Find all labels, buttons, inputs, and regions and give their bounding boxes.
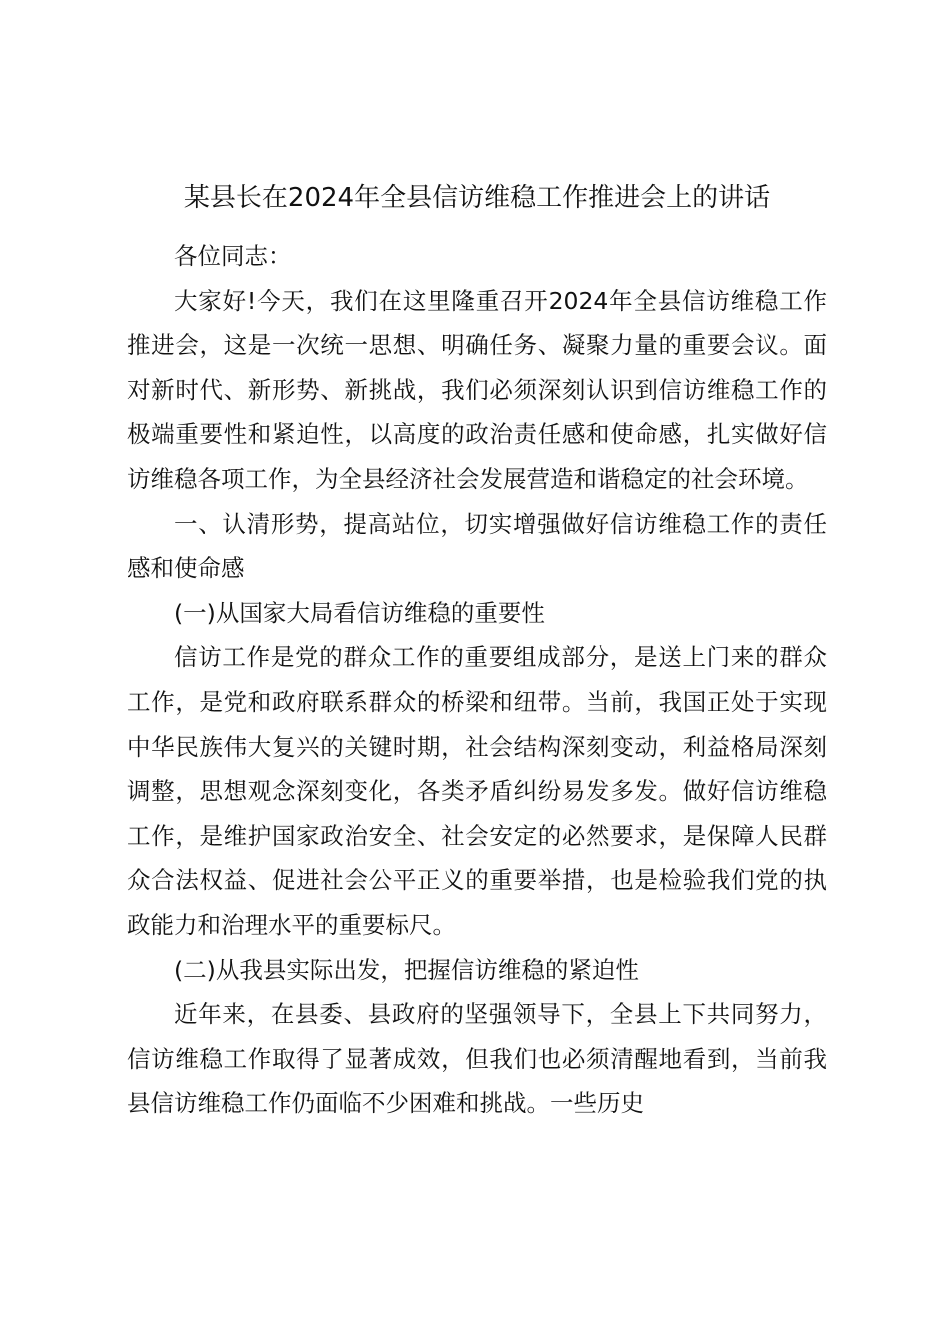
greeting: 各位同志：: [174, 242, 292, 270]
paragraph-county-urgency: 近年来，在县委、县政府的坚强领导下，全县上下共同努力，信访维稳工作取得了显著成效，但我们也必须清醒地看到，当前我县信访维稳工作仍面临不少困难和挑战。一些历史: [127, 1000, 827, 1118]
paragraph-national-importance: 信访工作是党的群众工作的重要组成部分，是送上门来的群众工作，是党和政府联系群众的桥梁和纽带。当前，我国正处于实现中华民族伟大复兴的关键时期，社会结构深刻变动，利益格局深刻调整，思想观念深刻变化，各类矛盾纠纷易发多发。做好信访维稳工作，是维护国家政治安全、社会安定的必然要求，是保障人民群众合法权益、促进社会公平正义的重要举措，也是检验我们党的执政能力和治理水平的重要标尺。: [127, 643, 827, 939]
subsection-heading-2: (二)从我县实际出发，把握信访维稳的紧迫性: [174, 955, 639, 984]
document-title: 某县长在2024年全县信访维稳工作推进会上的讲话: [183, 183, 771, 213]
document-page: [127, 176, 827, 1126]
subsection-heading-1: (一)从国家大局看信访维稳的重要性: [174, 598, 545, 627]
paragraph-opening: 大家好!今天，我们在这里隆重召开2024年全县信访维稳工作推进会，这是一次统一思想、明确任务、凝聚力量的重要会议。面对新时代、新形势、新挑战，我们必须深刻认识到信访维稳工作的极端重要性和紧迫性，以高度的政治责任感和使命感，扎实做好信访维稳各项工作，为全县经济社会发展营造和谐稳定的社会环境。: [127, 286, 827, 493]
section-heading-1: 一、认清形势，提高站位，切实增强做好信访维稳工作的责任感和使命感: [127, 509, 827, 583]
